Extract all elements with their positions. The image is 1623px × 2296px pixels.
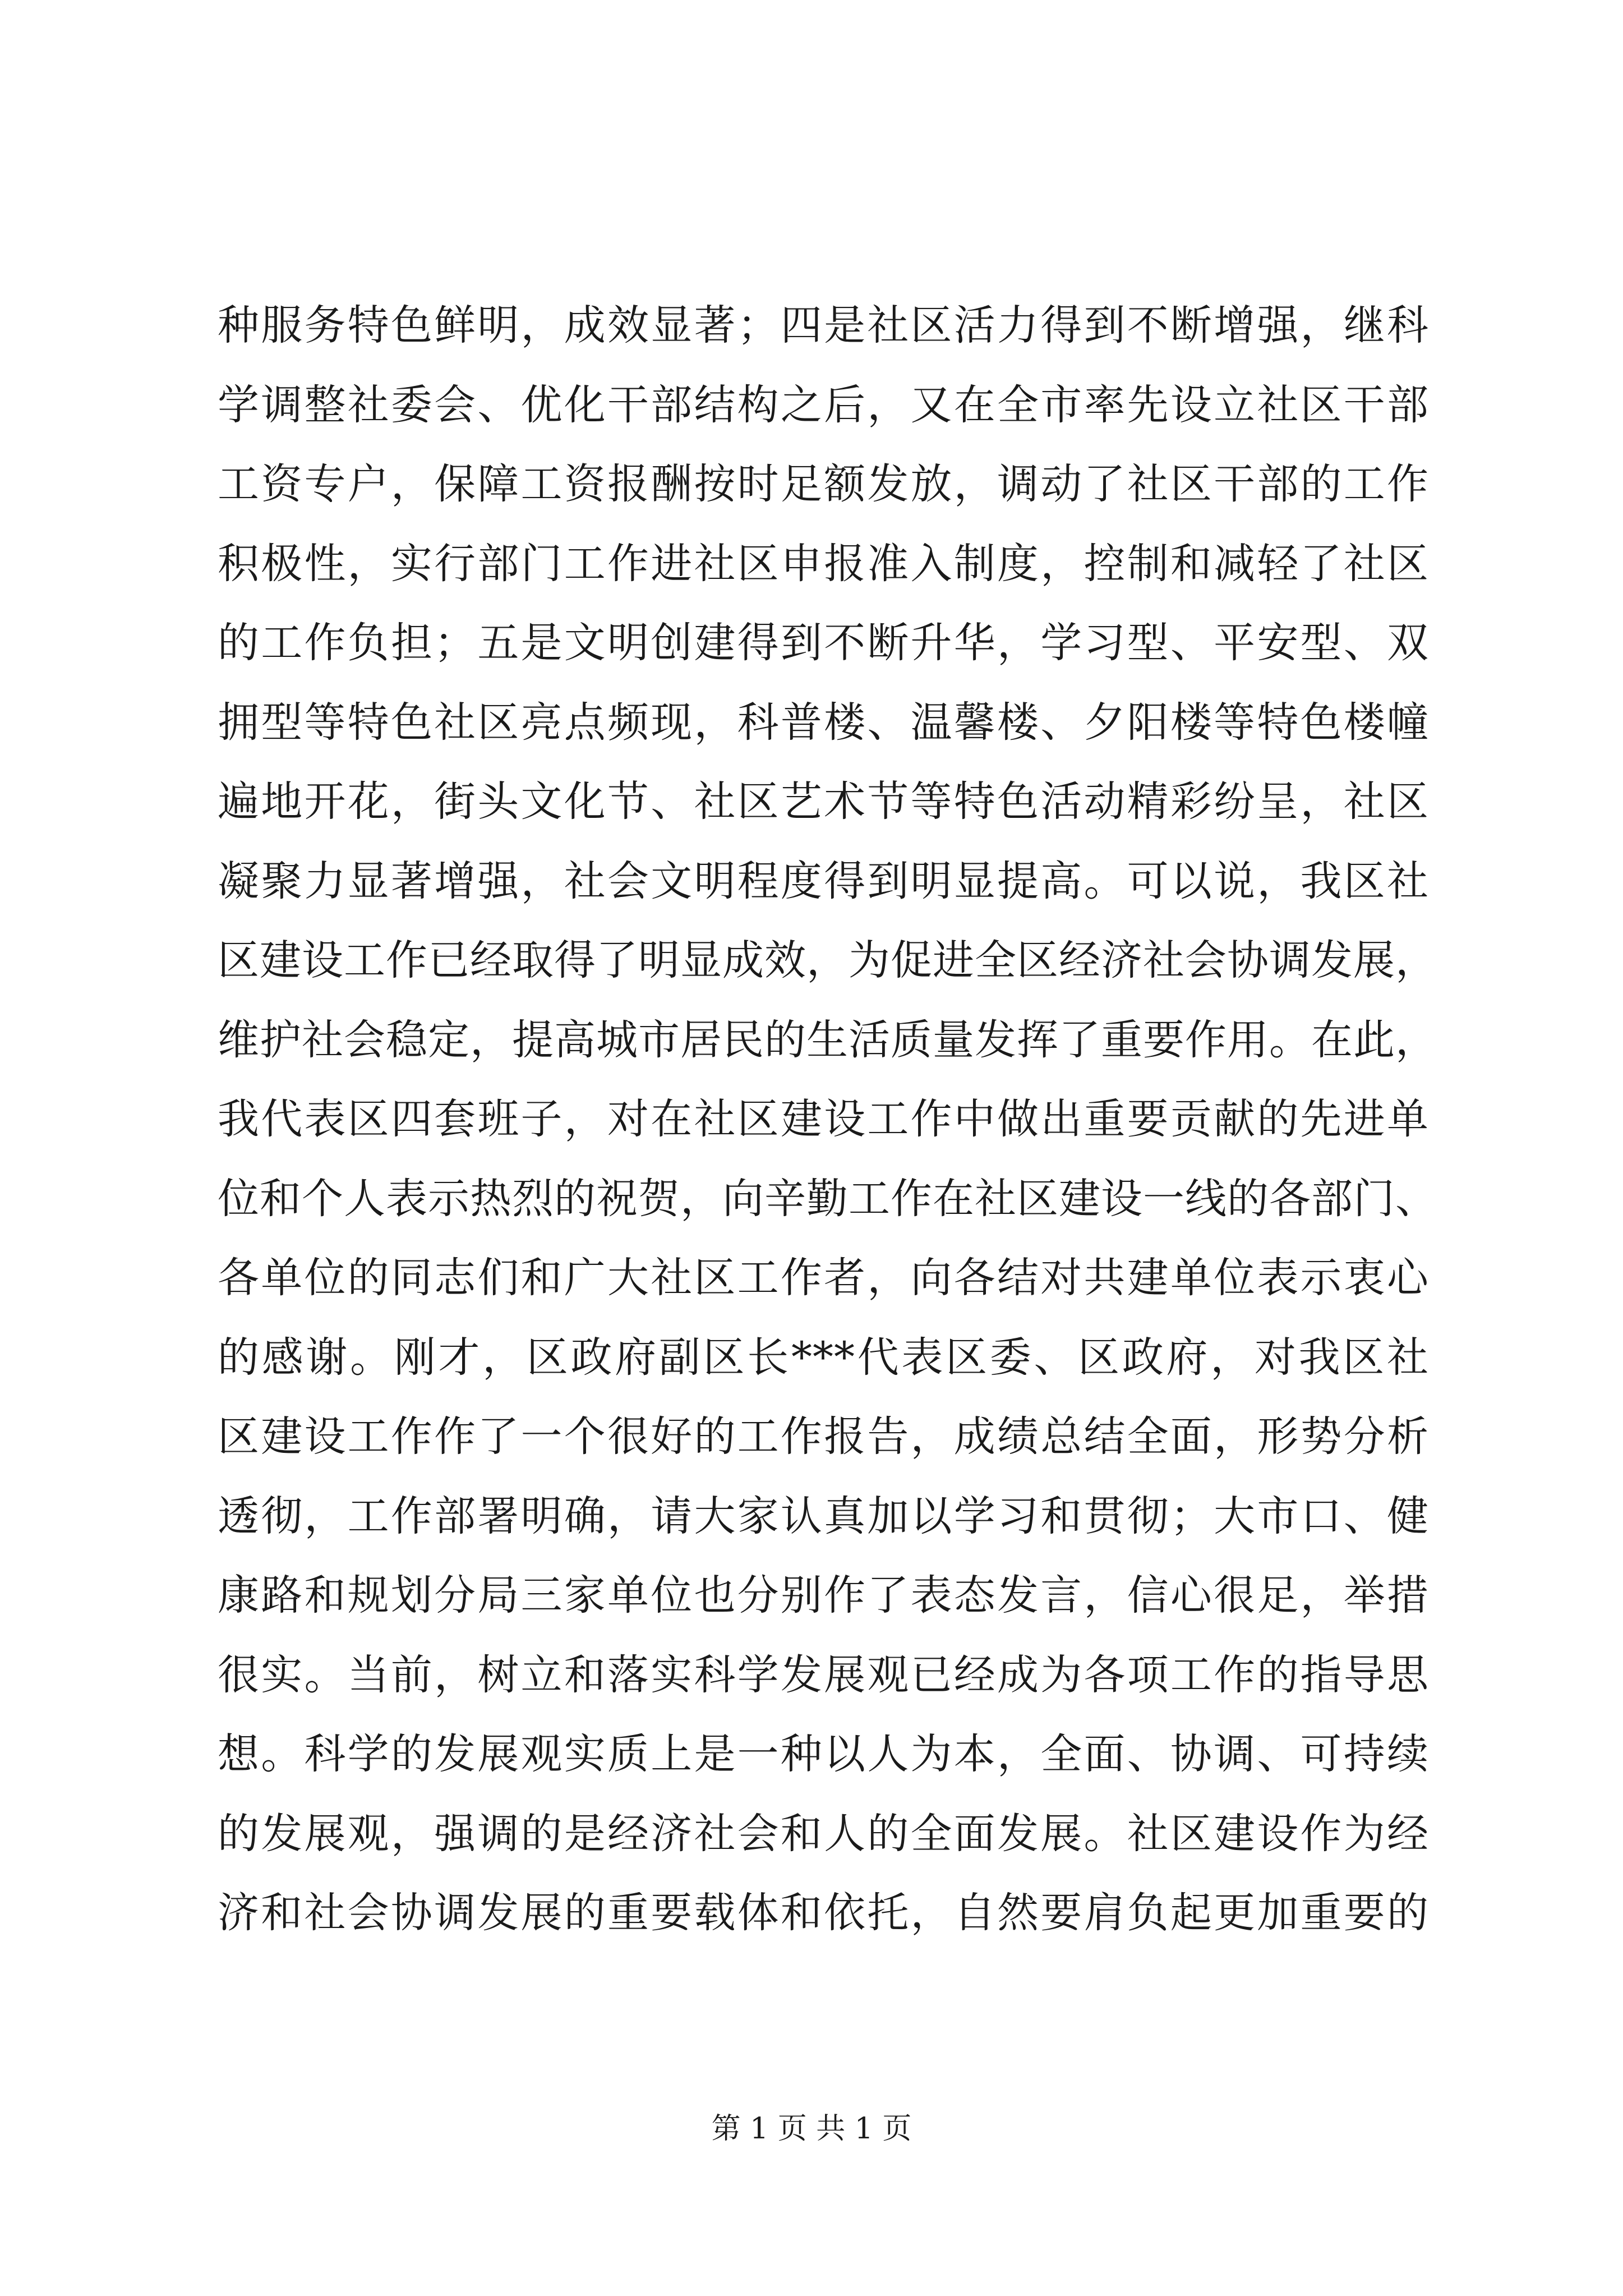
- text-line: 凝聚力显著增强，社会文明程度得到明显提高。可以说，我区社: [218, 857, 1429, 905]
- text-line: 想。科学的发展观实质上是一种以人为本，全面、协调、可持续: [218, 1730, 1429, 1778]
- text-line: 遍地开花，街头文化节、社区艺术节等特色活动精彩纷呈，社区: [218, 777, 1429, 826]
- text-line: 区建设工作已经取得了明显成效，为促进全区经济社会协调发展，: [218, 936, 1437, 984]
- text-line: 维护社会稳定，提高城市居民的生活质量发挥了重要作用。在此，: [218, 1015, 1437, 1064]
- text-line: 我代表区四套班子，对在社区建设工作中做出重要贡献的先进单: [218, 1095, 1429, 1143]
- text-line: 积极性，实行部门工作进社区申报准入制度，控制和减轻了社区: [218, 539, 1429, 588]
- text-line: 的工作负担；五是文明创建得到不断升华，学习型、平安型、双: [218, 619, 1429, 667]
- text-line: 透彻，工作部署明确，请大家认真加以学习和贯彻；大市口、健: [218, 1492, 1429, 1540]
- text-line: 位和个人表示热烈的祝贺，向辛勤工作在社区建设一线的各部门、: [218, 1174, 1437, 1223]
- text-line: 学调整社委会、优化干部结构之后，又在全市率先设立社区干部: [218, 380, 1429, 429]
- text-line: 各单位的同志们和广大社区工作者，向各结对共建单位表示衷心: [218, 1254, 1429, 1302]
- text-line: 济和社会协调发展的重要载体和依托，自然要肩负起更加重要的: [218, 1889, 1429, 1937]
- text-line: 种服务特色鲜明，成效显著；四是社区活力得到不断增强，继科: [218, 301, 1429, 349]
- page-footer: 第 1 页 共 1 页: [711, 2112, 912, 2146]
- text-line: 的感谢。刚才，区政府副区长***代表区委、区政府，对我区社: [218, 1333, 1429, 1382]
- text-line: 工资专户，保障工资报酬按时足额发放，调动了社区干部的工作: [218, 460, 1429, 508]
- text-line: 很实。当前，树立和落实科学发展观已经成为各项工作的指导思: [218, 1650, 1429, 1699]
- text-line: 康路和规划分局三家单位也分别作了表态发言，信心很足，举措: [218, 1571, 1429, 1619]
- text-line: 区建设工作作了一个很好的工作报告，成绩总结全面，形势分析: [218, 1412, 1429, 1461]
- body-text: [218, 286, 1437, 1953]
- text-line: 拥型等特色社区亮点频现，科普楼、温馨楼、夕阳楼等特色楼幢: [218, 698, 1429, 747]
- text-line: 的发展观，强调的是经济社会和人的全面发展。社区建设作为经: [218, 1809, 1429, 1858]
